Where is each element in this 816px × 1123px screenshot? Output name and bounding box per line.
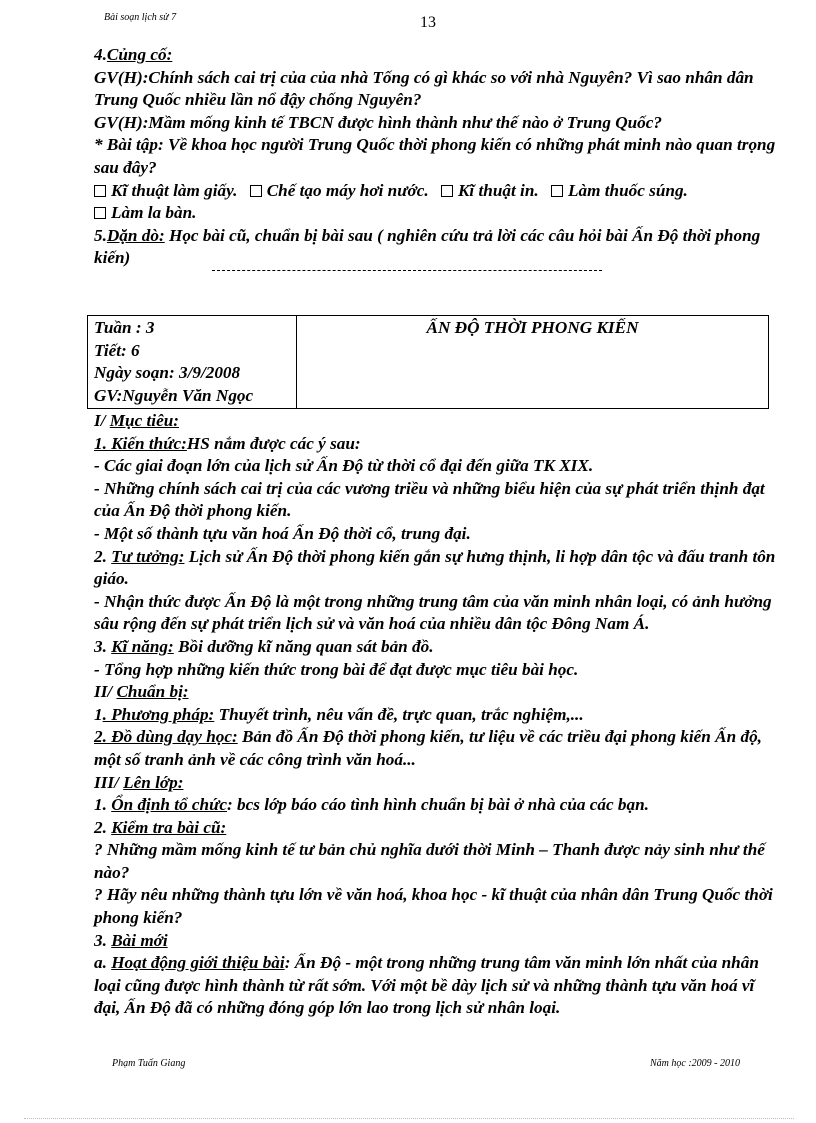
consolidation-question-2: GV(H):Mầm mống kinh tế TBCN được hình thành như thế nào ở Trung Quốc? [94,112,663,132]
lesson-meta [88,316,297,409]
section-divider [212,270,602,271]
footer-school-year: Năm học :2009 - 2010 [650,1058,740,1069]
header-left: Bài soạn lịch sử 7 [104,12,177,23]
consolidation-section [94,44,784,270]
lesson-heading: III/ Lên lớp: [94,772,184,792]
checkbox-icon[interactable] [250,185,262,197]
checkbox-icon[interactable] [441,185,453,197]
organization-paragraph: 1. Ổn định tổ chức: bcs lớp báo cáo tình hình chuẩn bị bài ở nhà của các bạn. [94,795,649,815]
thought-paragraph: 2. Tư tưởng: Lịch sử Ấn Độ thời phong kiến gắn sự hưng thịnh, li hợp dân tộc và đấu tranh tôn giáo. [94,546,776,589]
knowledge-point-1: - Các giai đoạn lớn của lịch sử Ấn Độ từ thời cổ đại đến giữa TK XIX. [94,456,594,476]
lesson-title: ẤN ĐỘ THỜI PHONG KIẾN [297,316,769,409]
checkbox-icon[interactable] [94,185,106,197]
exercise-prompt: * Bài tập: Về khoa học người Trung Quốc thời phong kiến có những phát minh nào quan trọng sau đây? [94,135,776,177]
exercise-options-row [94,202,784,225]
checkbox-icon[interactable] [94,207,106,219]
footer-author: Phạm Tuấn Giang [112,1058,186,1069]
exercise-options-row [94,180,784,203]
checkbox-icon[interactable] [551,185,563,197]
tools-paragraph: 2. Đồ dùng dạy học: Bản đồ Ấn Độ thời phong kiến, tư liệu về các triều đại phong kiến Ấn độ, một số tranh ảnh về các công trình văn hoá... [94,727,762,769]
consolidation-heading: 4.Củng cố: [94,45,173,64]
exercise-option: Kĩ thuật làm giấy. [94,180,237,203]
exercise-option: Làm la bàn. [94,202,196,225]
skill-point-2: - Tổng hợp những kiến thức trong bài để đạt được mục tiêu bài học. [94,659,579,679]
method-paragraph: 1. Phương pháp: Thuyết trình, nêu vấn đề, trực quan, trắc nghiệm,... [94,704,584,724]
skill-paragraph: 3. Kĩ năng: Bồi dưỡng kĩ năng quan sát bản đồ. [94,636,434,656]
page-number: 13 [420,14,436,31]
check-question-2: ? Hãy nêu những thành tựu lớn về văn hoá, khoa học - kĩ thuật của nhân dân Trung Quốc thời phong kiến? [94,885,773,928]
thought-point-2: - Nhận thức được Ấn Độ là một trong những trung tâm của văn minh nhân loại, có ảnh hưởng sâu rộng đến sự phát triển lịch sử và văn hoá của nhiều dân tộc Đông Nam Á. [94,591,772,634]
check-heading: 2. Kiểm tra bài cũ: [94,817,227,837]
exercise-option: Làm thuốc súng. [551,180,688,203]
knowledge-heading: 1. Kiến thức:HS nắm được các ý sau: [94,433,361,453]
preparation-heading: II/ Chuẩn bị: [94,682,189,702]
main-content [94,410,784,1020]
prep-date: Ngày soạn: 3/9/2008 [94,363,241,383]
new-lesson-heading: 3. Bài mới [94,930,168,950]
week-label: Tuần : 3 [94,318,155,337]
exercise-option: Kĩ thuật in. [441,180,539,203]
consolidation-question-1: GV(H):Chính sách cai trị của của nhà Tống có gì khác so với nhà Nguyên? Vì sao nhân dân Trung Quốc nhiều lần nổ đậy chống Nguyên? [94,67,754,110]
period-label: Tiết: 6 [94,340,140,360]
intro-paragraph: a. Hoạt động giới thiệu bài: Ấn Độ - một trong những trung tâm văn minh lớn nhất của nhân loại cũng được hình thành từ rất sớm. Với một bề dày lịch sử và những thành tựu văn hoá vĩ đại, Ấn Độ đã có những đóng góp lớn lao trong lịch sử nhân loại. [94,953,759,1018]
objectives-heading: I/ Mục tiêu: [94,411,179,430]
homework-paragraph: 5.Dặn dò: Học bài cũ, chuẩn bị bài sau ( nghiên cứu trả lời các câu hỏi bài Ấn Độ thời phong kiến) [94,225,761,268]
knowledge-point-2: - Những chính sách cai trị của các vương triều và những biểu hiện của sự phát triển thịnh đạt của Ấn Độ thời phong kiến. [94,478,765,521]
page-bottom-border [24,1118,794,1119]
lesson-info-box [87,315,769,409]
teacher-name: GV:Nguyễn Văn Ngọc [94,385,254,405]
knowledge-point-3: - Một số thành tựu văn hoá Ấn Độ thời cổ, trung đại. [94,523,471,543]
check-question-1: ? Những mầm mống kinh tế tư bản chủ nghĩa dưới thời Minh – Thanh được nảy sinh như thế nào? [94,840,765,882]
exercise-option: Chế tạo máy hơi nước. [250,180,429,203]
